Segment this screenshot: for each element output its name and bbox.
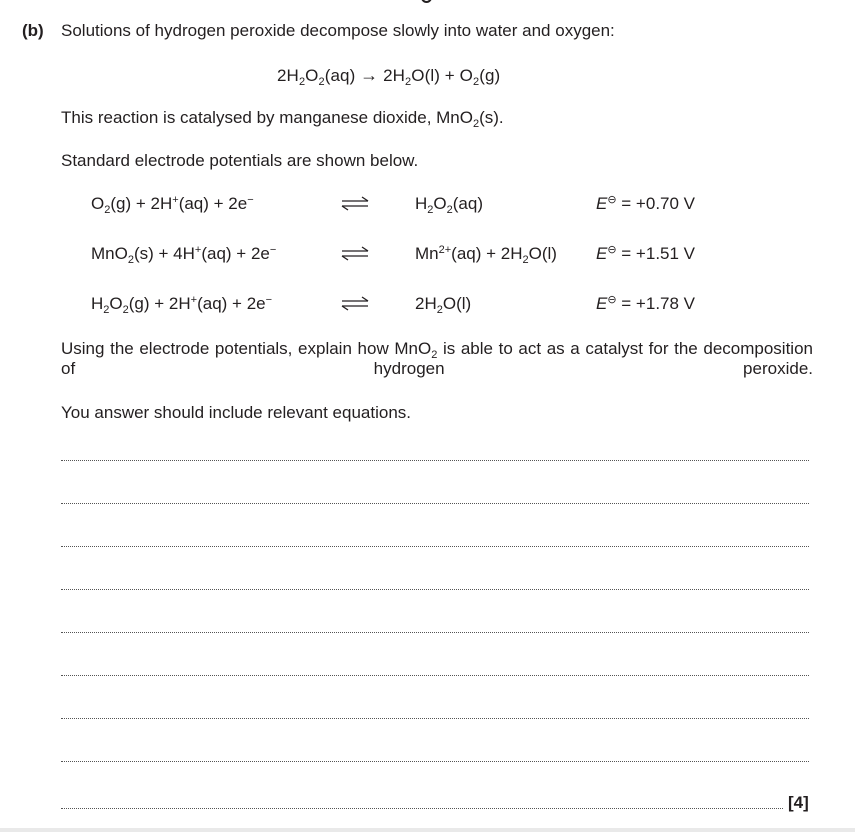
page-top-mark (421, 0, 432, 3)
answer-line[interactable] (61, 718, 809, 719)
main-equation-arrow: → (360, 65, 379, 85)
part-label: (b) (22, 21, 44, 40)
marks-label: [4] (788, 793, 809, 812)
answer-line[interactable] (61, 460, 809, 461)
equilibrium-icon (340, 296, 370, 312)
potentials-intro: Standard electrode potentials are shown below. (61, 151, 419, 170)
answer-line[interactable] (61, 632, 809, 633)
instruction-text: Using the electrode potentials, explain how MnO$_2$ is able to act as a catalyst for the decomposition of hydrogen peroxide. (61, 339, 813, 378)
main-equation-reactant: $2H_2O_2(aq)$ (277, 66, 356, 88)
half-equation-2-left: MnO$_2$(s) + 4H+(aq) + 2e− (91, 244, 277, 266)
answer-line[interactable] (61, 546, 809, 547)
half-equation-2-potential: E⊖ = +1.51 V (596, 244, 696, 263)
half-equation-1-right: $H_2O_2(aq)$ (415, 194, 483, 216)
equilibrium-icon (340, 196, 370, 212)
main-equation (277, 65, 500, 86)
intro-text: Solutions of hydrogen peroxide decompose slowly into water and oxygen: (61, 21, 615, 40)
page-bottom-edge (0, 828, 855, 832)
answer-line[interactable] (61, 589, 809, 590)
half-equation-3-right: $2H_2O(l)$ (415, 294, 472, 316)
answer-line[interactable] (61, 808, 783, 809)
half-equation-2-right: $Mn^{2+}(aq) + 2H_2O(l)$ (415, 244, 557, 266)
equilibrium-icon (340, 246, 370, 262)
answer-line[interactable] (61, 761, 809, 762)
answer-line[interactable] (61, 503, 809, 504)
main-equation-products: $2H_2O(l) + O_2(g)$ (383, 66, 501, 88)
answer-note: You answer should include relevant equations. (61, 403, 412, 422)
answer-line[interactable] (61, 675, 809, 676)
half-equation-3-potential: E⊖ = +1.78 V (596, 294, 696, 313)
catalyst-text: This reaction is catalysed by manganese dioxide, MnO$_2$(s). (61, 108, 504, 130)
half-equation-1-potential: E⊖ = +0.70 V (596, 194, 696, 213)
half-equation-1-left: $O_2(g) + 2H^+(aq) + 2e^-$ (91, 194, 254, 216)
half-equation-3-left: $H_2O_2(g) + 2H^+(aq) + 2e^-$ (91, 294, 273, 316)
